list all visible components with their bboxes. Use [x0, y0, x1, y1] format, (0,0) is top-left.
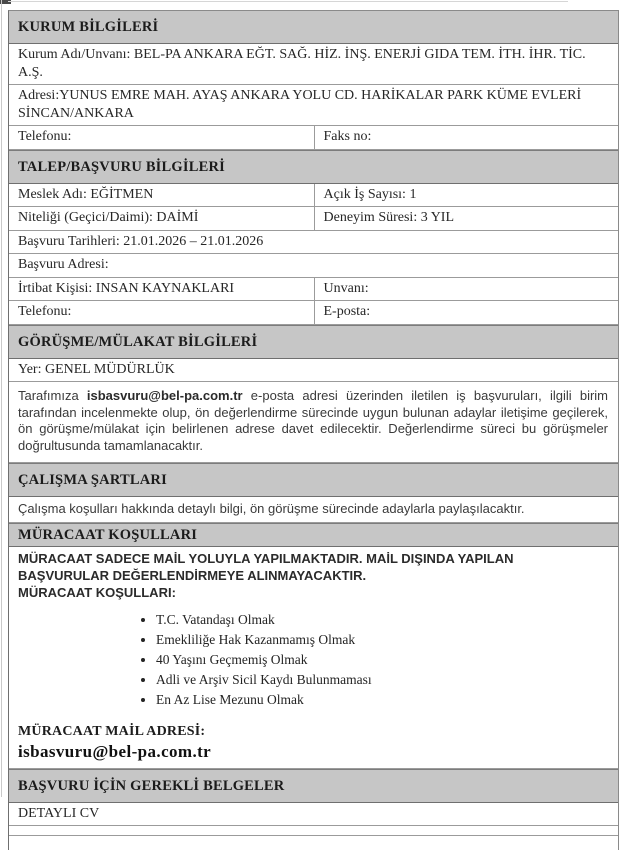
section-header-calisma-sartlari: ÇALIŞMA ŞARTLARI	[9, 463, 618, 497]
application-email-address: isbasvuru@bel-pa.com.tr	[18, 741, 212, 761]
field-basvuru-tarihleri: Başvuru Tarihleri: 21.01.2026 – 21.01.2026	[9, 231, 618, 255]
application-warning-text: MÜRACAAT SADECE MAİL YOLUYLA YAPILMAKTADIR. MAİL DIŞINDA YAPILAN BAŞVURULAR DEĞERLENDİRMEYE ALINMAYACAKTIR.	[18, 551, 514, 583]
paragraph-text-after: e-posta adresi üzerinden iletilen iş başvuruları, ilgili birim tarafından incelenmekte olup, ön değerlendirme sürecinde uygun bulunan adaylar iletişime geçilerek, ön görüşme/mülakat için belirlenen adrese davet edilecektir. Değerlendirme süreci bu görüşmeler doğrultusunda tamamlanacaktır.	[18, 388, 609, 453]
field-basvuru-adresi: Başvuru Adresi:	[9, 254, 618, 278]
scan-artifact-top-line	[8, 1, 568, 2]
field-acik-is-sayisi: Açık İş Sayısı: 1	[314, 184, 619, 207]
field-niteligi: Niteliği (Geçici/Daimi): DAİMİ	[18, 210, 199, 225]
section-header-talep-basvuru: TALEP/BAŞVURU BİLGİLERİ	[9, 150, 618, 184]
requirement-item: • En Az Lise Mezunu Olmak	[156, 692, 608, 708]
working-conditions-text: Çalışma koşulları hakkında detaylı bilgi, ön görüşme sürecinde adaylarla paylaşılacaktır.	[9, 497, 618, 523]
field-meslek-adi: Meslek Adı: EĞİTMEN	[18, 186, 154, 202]
field-row-irtibat-unvan	[9, 278, 618, 302]
field-deneyim-suresi: Deneyim Süresi: 3 YIL	[314, 207, 619, 230]
requirements-list	[18, 612, 608, 708]
section-header-muracaat-kosullari: MÜRACAAT KOŞULLARI	[9, 523, 618, 547]
application-mail-label: MÜRACAAT MAİL ADRESİ:	[18, 723, 206, 739]
conditions-list-label: MÜRACAAT KOŞULLARI:	[18, 585, 176, 600]
field-adres: Adresi:YUNUS EMRE MAH. AYAŞ ANKARA YOLU CD. HARİKALAR PARK KÜME EVLERİ SİNCAN/ANKARA	[9, 85, 618, 126]
scan-artifact-left-edge	[1, 0, 2, 797]
requirement-item: • Emekliliğe Hak Kazanmamış Olmak	[156, 632, 608, 648]
field-yer: Yer: GENEL MÜDÜRLÜK	[9, 359, 618, 383]
field-faks-no: Faks no:	[314, 126, 619, 149]
job-posting-document	[8, 10, 619, 850]
field-row-meslek-acikis	[9, 184, 618, 208]
field-kurum-adi: Kurum Adı/Unvanı: BEL-PA ANKARA EĞT. SAĞ. HİZ. İNŞ. ENERJİ GIDA TEM. İTH. İHR. TİC. A.Ş.	[9, 44, 618, 85]
field-row-telefon-faks	[9, 126, 618, 150]
application-conditions-cell	[9, 547, 618, 769]
field-telefonu-2: Telefonu:	[18, 304, 72, 319]
required-document-item: DETAYLI CV	[9, 803, 618, 827]
field-row-niteligi-deneyim	[9, 207, 618, 231]
field-telefonu: Telefonu:	[18, 129, 72, 144]
paragraph-email: isbasvuru@bel-pa.com.tr	[86, 388, 243, 403]
empty-table-row	[9, 826, 618, 836]
requirement-item: • 40 Yaşını Geçmemiş Olmak	[156, 652, 608, 668]
interview-info-paragraph	[9, 382, 618, 463]
section-header-gerekli-belgeler: BAŞVURU İÇİN GEREKLİ BELGELER	[9, 769, 618, 803]
field-row-telefon-eposta	[9, 301, 618, 325]
requirement-item: • Adli ve Arşiv Sicil Kaydı Bulunmaması	[156, 672, 608, 688]
field-irtibat-kisisi: İrtibat Kişisi: INSAN KAYNAKLARI	[18, 280, 235, 296]
section-header-gorusme-mulakat: GÖRÜŞME/MÜLAKAT BİLGİLERİ	[9, 325, 618, 359]
section-header-kurum-bilgileri: KURUM BİLGİLERİ	[9, 11, 618, 44]
empty-table-row-cutoff	[9, 836, 618, 850]
requirement-item: • T.C. Vatandaşı Olmak	[156, 612, 608, 628]
field-unvani: Unvanı:	[314, 278, 619, 301]
field-eposta: E-posta:	[314, 301, 619, 324]
paragraph-text-before: Tarafımıza	[18, 388, 87, 403]
